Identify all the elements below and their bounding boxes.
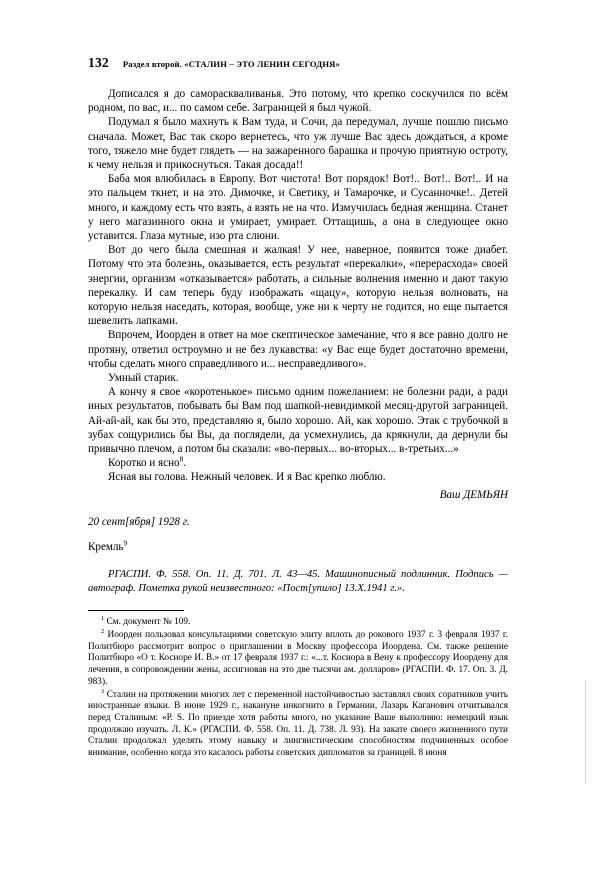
footnote-divider [88, 610, 184, 611]
footnote-item: $^3$ Сталин на протяжении многих лет с переменной настойчивостью заставлял своих соратников учить иностранные языки. В июне 1929 г., накануне инкогнито в Германии, Лазарь Каганович отчитывался перед Сталиным: «Р. S. По приезде хотя работы много, но указание Ваше выполняю: немецкий язык продолжаю изучать. Л. К.» (РГАСПИ. Ф. 558. Оп. 11. Д. 738. Л. 93). На закате своего жизненного пути Сталин продолжал уделять этому навыку и лингвистическим способностям подчиненных особое внимание, особенно когда это касалось работы советских дипломатов за границей. 8 июня [88, 687, 508, 759]
body-paragraph: Впрочем, Иоорден в ответ на мое скептическое замечание, что я все равно долго не протяну, ответил остроумно и не без лукавства: «у Вас еще будет достаточно времени, чтобы сделать много справедливого и... несправедливого». [88, 329, 508, 370]
body-paragraph: Коротко и ясно$^8$. [108, 454, 187, 470]
footnote-item: $^1$ См. документ № 109. [101, 615, 191, 628]
body-paragraph: Вот до чего была смешная и жалкая! У нее, наверное, появится тоже диабет. Потому что эта болезнь, оказывается, есть результат «перекалки», «перерасхода» своей энергии, организм «отказывается» работать, а сильные волнения именно и дают такую перекалку. И сам теперь буду изображать «щацу», которую нельзя волновать, на которую нельзя наседать, которая, вообще, уже ни к черту не годится, но еще пытается шевелить лапками. [88, 244, 508, 328]
footnotes [88, 617, 508, 759]
page-content [88, 55, 508, 761]
page-header [88, 55, 508, 71]
body-paragraph: Дописался я до самораскваливанья. Это потому, что крепко соскучился по всём родном, по вас, и... по самом себе. Заграницей я был чужой. [88, 88, 508, 115]
body-paragraph: Ясная вы голова. Нежный человек. И я Вас крепко люблю. [108, 471, 386, 484]
running-head: Раздел второй. «СТАЛИН – ЭТО ЛЕНИН СЕГОДНЯ» [122, 59, 340, 69]
page-number: 132 [88, 55, 109, 70]
body-paragraph: Баба моя влюбилась в Европу. Вот чистота! Вот порядок! Вот!.. Вот!.. Вот!.. И на это пальцем ткнет, и на это. Димочке, и Светику, и Тамарочке, и Сусанночке!.. Детей много, и каждому есть что взять, а взять не на что. Измучилась бедная женщина. Станет у него магазинного окна и умирает, умирает. Оттащишь, а она в следующее окно уставится. Глаза мутные, изо рта слюни. [88, 173, 508, 243]
signature-prefix: Ваш [439, 488, 464, 501]
page-edge-shadow [585, 680, 586, 784]
archive-reference: РГАСПИ. Ф. 558. Оп. 11. Д. 701. Л. 43—45. Машинописный подлинник. Подпись — автограф. Пометка рукой неизвестного: «Пост[упило] 13.X.1941 г.». [88, 569, 508, 595]
signature-line [88, 488, 508, 502]
date-line: 20 сент[ября] 1928 г. [88, 515, 190, 528]
footnote-item: $^2$ Иоорден пользовал консультациями советскую элиту вплоть до рокового 1937 г. 3 февраля 1937 г. Политбюро рассмотрит вопрос о приглашении в Москву профессора Иоордена. См. также решение Политбюро «О т. Косиоре И. В.» от 17 февраля 1937 г.: «...т. Косиора в Вену к профессору Иоордену для лечения, в сопровождении жены, ассигновав на это две тысячи ам. долларов» (РГАСПИ. Ф. 17. Оп. 3. Д. 983). [88, 627, 508, 687]
signature-name: ДЕМЬЯН [463, 488, 508, 501]
body-paragraph: А кончу я свое «коротенькое» письмо одним пожеланием: не болезни ради, а ради иных результатов, побывать бы Вам под шапкой-невидимкой месяц-другой заграницей. Ай-ай-ай, как бы это, представляю я, было хорошо. Ай, как хорошо. Этак с трубочкой в зубах сощурились бы Вы, да поглядели, да усмехнулись, да крякнули, да дернули бы привычно плечом, а потом бы сказали: «во-первых... во-вторых... в-третьих...» [88, 386, 508, 456]
body-paragraph: Подумал я было махнуть к Вам туда, и Сочи, да передумал, лучше пошлю письмо сначала. Может, Вас так скоро вернетесь, что уж лучше Вас здесь дождаться, а кроме того, тяжело мне будет глядеть — на зажаренного барашка и прочую приятную остроту, к чему нельзя и прикоснуться. Такая досада!! [88, 116, 508, 172]
body-paragraph: Умный старик. [108, 372, 179, 385]
place-line: Кремль$^9$ [88, 538, 128, 554]
